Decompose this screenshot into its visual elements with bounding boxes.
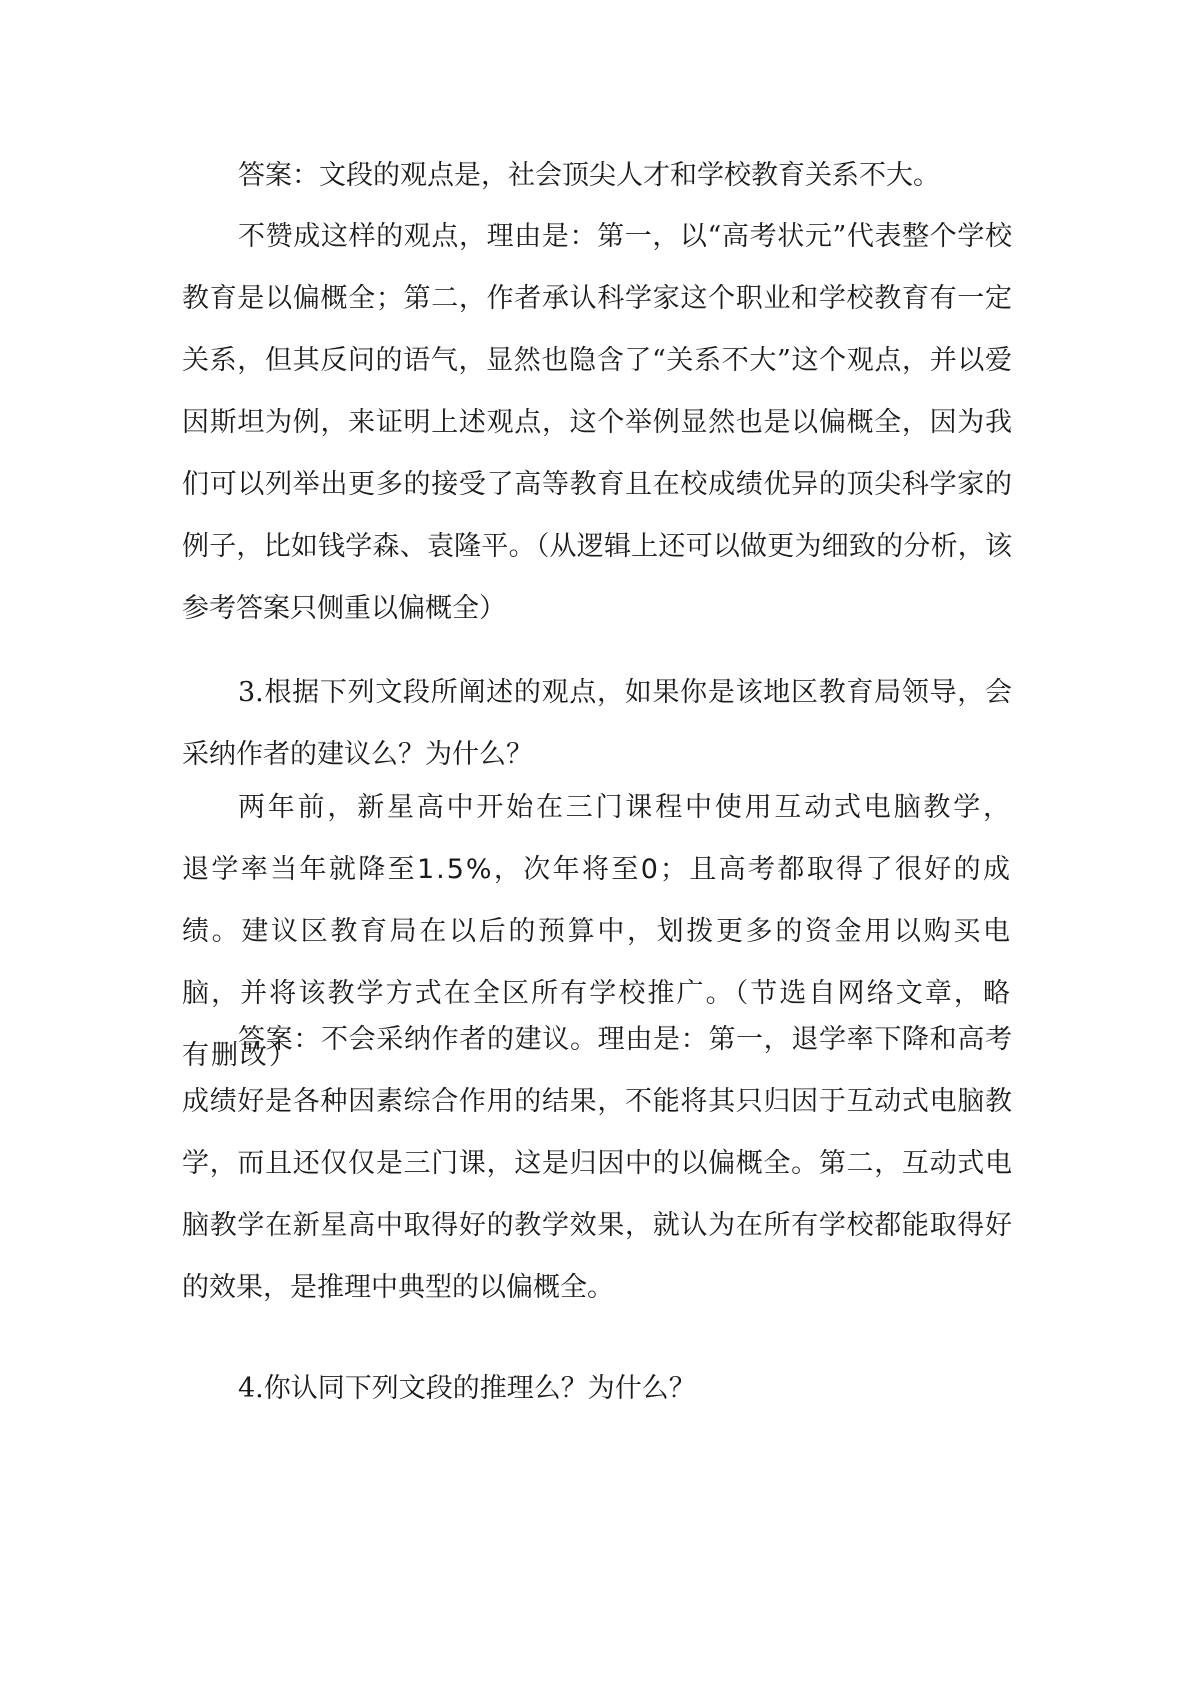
question-4: 4.你认同下列文段的推理么？为什么？ [238,1373,696,1404]
question-3-passage: 两年前，新星高中开始在三门课程中使用互动式电脑教学，退学率当年就降至1.5%，次年将至0；且高考都取得了很好的成绩。建议区教育局在以后的预算中，划拨更多的资金用以购买电脑，并将该教学方式在全区所有学校推广。（节选自网络文章，略有删改） [182,792,1012,1071]
answer-paragraph-1: 答案：文段的观点是，社会顶尖人才和学校教育关系不大。 [238,160,940,191]
question-3-answer: 答案：不会采纳作者的建议。理由是：第一，退学率下降和高考成绩好是各种因素综合作用的结果，不能将其只归因于互动式电脑教学，而且还仅仅是三门课，这是归因中的以偏概全。第二，互动式电脑教学在新星高中取得好的教学效果，就认为在所有学校都能取得好的效果，是推理中典型的以偏概全。 [182,1024,1012,1303]
question-3: 3.根据下列文段所阐述的观点，如果你是该地区教育局领导，会采纳作者的建议么？为什么？ [182,677,1012,770]
answer-paragraph-2: 不赞成这样的观点，理由是：第一，以“高考状元”代表整个学校教育是以偏概全；第二，作者承认科学家这个职业和学校教育有一定关系，但其反问的语气，显然也隐含了“关系不大”这个观点，并以爱因斯坦为例，来证明上述观点，这个举例显然也是以偏概全，因为我们可以列举出更多的接受了高等教育且在校成绩优异的顶尖科学家的例子，比如钱学森、袁隆平。（从逻辑上还可以做更为细致的分析，该参考答案只侧重以偏概全） [182,221,1012,624]
